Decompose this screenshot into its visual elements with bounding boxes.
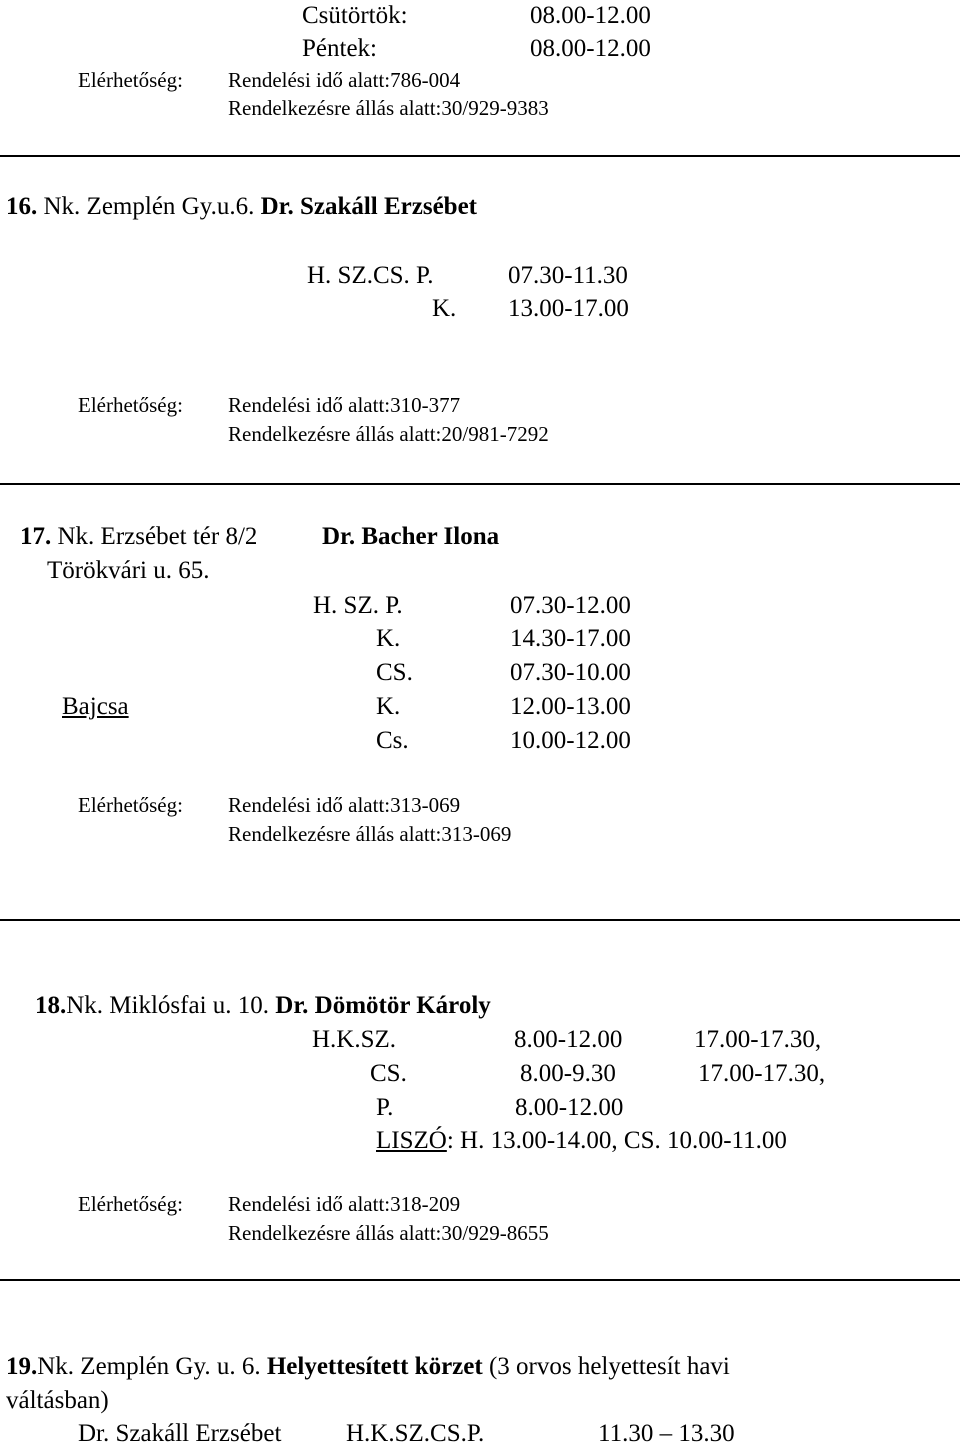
contact-office-phone: Rendelési idő alatt:310-377 — [228, 393, 461, 417]
contact-oncall-phone: Rendelkezésre állás alatt:30/929-8655 — [228, 1221, 549, 1245]
section-divider — [0, 483, 960, 485]
hours-time: 12.00-13.00 — [510, 693, 631, 720]
hours-time: 07.30-12.00 — [510, 592, 631, 619]
contact-oncall-phone: Rendelkezésre állás alatt:30/929-9383 — [228, 96, 549, 120]
doctor-name: Dr. Szakáll Erzsébet — [78, 1420, 282, 1447]
contact-label: Elérhetőség: — [78, 68, 183, 92]
section-address: Nk. Zemplén Gy. u. 6. — [37, 1353, 261, 1380]
time-thursday: 08.00-12.00 — [530, 2, 651, 29]
hours-days: H. SZ.CS. P. — [307, 262, 434, 289]
section-title-cont: váltásban) — [6, 1387, 109, 1414]
section-title-rest: (3 orvos helyettesít havi — [488, 1353, 730, 1380]
hours-time: 11.30 – 13.30 — [598, 1420, 735, 1447]
hours-time: 14.30-17.00 — [510, 625, 631, 652]
hours-days: K. — [376, 625, 401, 652]
hours-time: 07.30-11.30 — [508, 262, 628, 289]
section-17-header — [20, 524, 257, 549]
liszo-hours: : H. 13.00-14.00, CS. 10.00-11.00 — [446, 1127, 787, 1154]
hours-time: 13.00-17.00 — [508, 295, 629, 322]
hours-time: 10.00-12.00 — [510, 727, 631, 754]
hours-days: H. SZ. P. — [313, 592, 403, 619]
contact-label: Elérhetőség: — [78, 393, 183, 417]
day-thursday: Csütörtök: — [302, 2, 408, 29]
section-18-header — [35, 993, 491, 1018]
liszo-label: LISZÓ — [376, 1127, 447, 1154]
hours-days: H.K.SZ. — [312, 1026, 397, 1053]
section-address: Nk. Miklósfai u. 10. — [66, 992, 270, 1019]
section-number: 17. — [20, 523, 52, 550]
section-address: Nk. Zemplén Gy.u.6. — [43, 193, 255, 220]
doctor-name: Dr. Dömötör Károly — [275, 992, 491, 1019]
day-friday: Péntek: — [302, 35, 377, 62]
hours-days: CS. — [370, 1060, 407, 1087]
contact-office-phone: Rendelési idő alatt:786-004 — [228, 68, 461, 92]
section-title: Helyettesített körzet — [266, 1353, 483, 1380]
section-divider — [0, 1279, 960, 1281]
section-number: 18. — [35, 992, 67, 1019]
contact-label: Elérhetőség: — [78, 1192, 183, 1216]
section-19-header — [6, 1354, 730, 1379]
doctor-name: Dr. Bacher Ilona — [322, 523, 500, 550]
contact-office-phone: Rendelési idő alatt:318-209 — [228, 1192, 461, 1216]
contact-oncall-phone: Rendelkezésre állás alatt:20/981-7292 — [228, 422, 549, 446]
hours-time: 07.30-10.00 — [510, 659, 631, 686]
hours-days: H.K.SZ.CS.P. — [346, 1420, 485, 1447]
hours-days: K. — [432, 295, 457, 322]
section-16-header — [6, 194, 477, 219]
contact-oncall-phone: Rendelkezésre állás alatt:313-069 — [228, 822, 512, 846]
hours-time: 8.00-12.00 — [514, 1026, 623, 1053]
hours-days: Cs. — [376, 727, 409, 754]
hours-time: 8.00-9.30 — [520, 1060, 616, 1087]
doctor-name: Dr. Szakáll Erzsébet — [260, 193, 478, 220]
time-friday: 08.00-12.00 — [530, 35, 651, 62]
hours-days: K. — [376, 693, 401, 720]
section-address: Nk. Erzsébet tér 8/2 — [57, 523, 258, 550]
section-address-2: Törökvári u. 65. — [47, 557, 210, 584]
section-number: 19. — [6, 1353, 38, 1380]
branch-location: Bajcsa — [62, 693, 129, 720]
hours-time-2: 17.00-17.30, — [698, 1060, 826, 1087]
contact-office-phone: Rendelési idő alatt:313-069 — [228, 793, 461, 817]
hours-days: CS. — [376, 659, 413, 686]
liszo-line — [376, 1128, 787, 1153]
section-number: 16. — [6, 193, 38, 220]
section-divider — [0, 155, 960, 157]
contact-label: Elérhetőség: — [78, 793, 183, 817]
hours-time-2: 17.00-17.30, — [694, 1026, 822, 1053]
hours-days: P. — [376, 1094, 394, 1121]
hours-time: 8.00-12.00 — [515, 1094, 624, 1121]
section-divider — [0, 919, 960, 921]
